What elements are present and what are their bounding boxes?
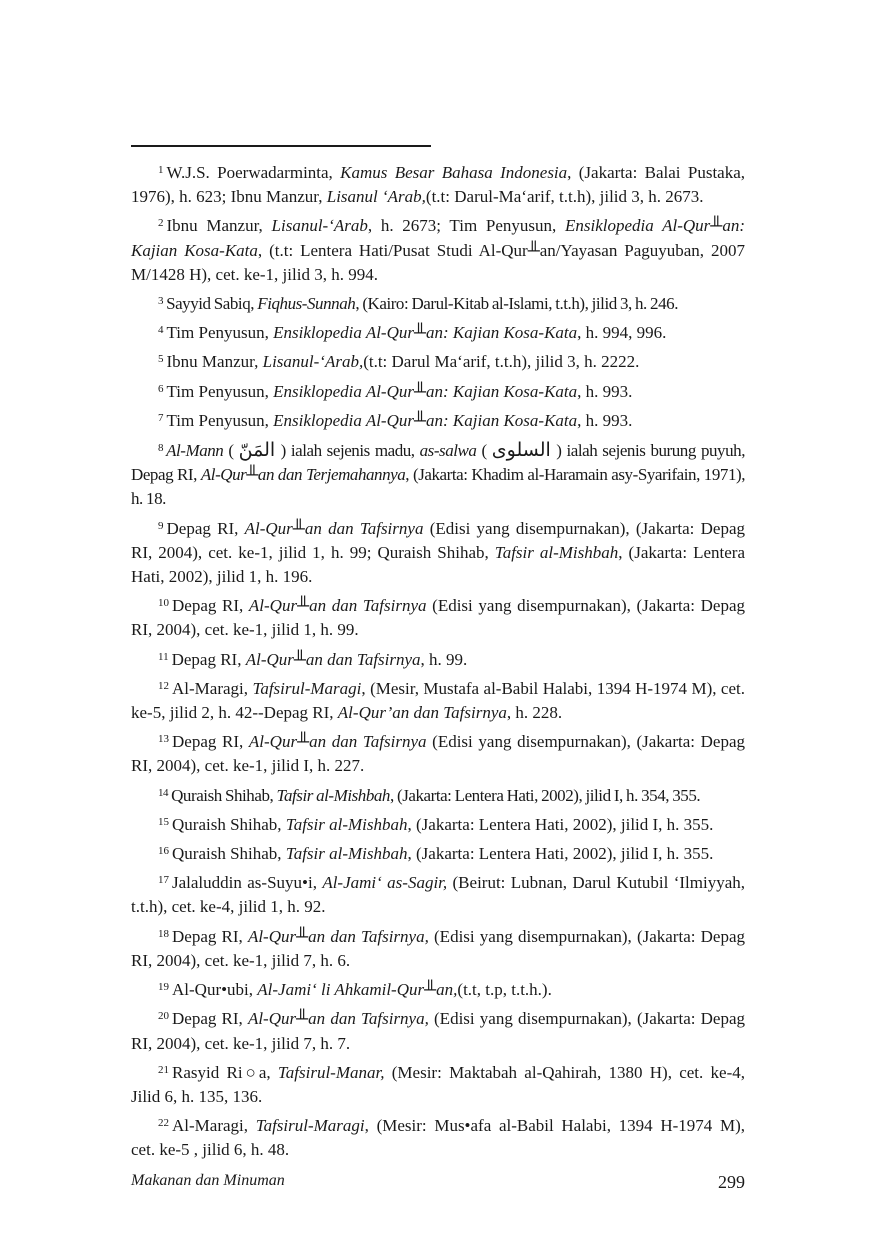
arabic-term: المَنّ bbox=[238, 439, 276, 462]
footnote-11 bbox=[131, 645, 745, 672]
footnote-number: 21 bbox=[158, 1063, 169, 1076]
citation-title: Al-Qur╨an dan Tafsirnya bbox=[248, 732, 427, 752]
citation-title: Ensiklopedia Al-Qur╨an: Kajian Kosa-Kata bbox=[131, 216, 746, 260]
citation-text: (t.t, t.p, t.t.h.). bbox=[457, 980, 552, 1000]
footnote-5 bbox=[131, 347, 745, 374]
footnote-number: 18 bbox=[158, 927, 169, 940]
citation-text: Tim Penyusun, bbox=[166, 323, 274, 343]
citation-title: Al-Qur╨an dan Tafsirnya, bbox=[247, 926, 429, 946]
citation-text: , h. 994, 996. bbox=[577, 323, 667, 343]
citation-text: Ibnu Manzur, bbox=[166, 216, 272, 236]
footnote-number: 15 bbox=[158, 815, 169, 828]
footnote-number: 7 bbox=[158, 411, 164, 424]
citation-text: Al-Maragi, bbox=[172, 678, 253, 698]
citation-text: (Beirut: Lubnan, Darul Kutubil ‘Ilmiyyah, t.t.h), cet. ke-4, jilid 1, h. 92. bbox=[131, 873, 745, 917]
citation-title: Tafsir al-Mishbah bbox=[285, 844, 408, 864]
citation-text: ) ialah sejenis burung puyuh, Depag RI, bbox=[131, 441, 745, 485]
footnote-8 bbox=[131, 436, 745, 512]
citation-text: Ibnu Manzur, bbox=[166, 352, 263, 372]
citation-text: Tim Penyusun, bbox=[166, 381, 274, 401]
citation-text: (Mesir: Maktabah al-Qahirah, 1380 H), cet. ke-4, Jilid 6, h. 135, 136. bbox=[131, 1062, 745, 1106]
citation-text: , (Jakarta: Lentera Hati, 2002), jilid I, h. 355. bbox=[407, 844, 714, 864]
footnote-13 bbox=[131, 727, 745, 778]
citation-text: , h. 993. bbox=[577, 410, 633, 430]
citation-text: (Edisi yang disempurnakan), (Jakarta: Depag RI, 2004), cet. ke-1, jilid 7, h. 6. bbox=[131, 926, 745, 970]
citation-title: Kamus Besar Bahasa Indonesia bbox=[340, 163, 568, 182]
citation-text: ) ialah sejenis madu, bbox=[275, 441, 420, 461]
citation-text: Jalaluddin as-Suyu•i, bbox=[172, 873, 323, 893]
footnote-18 bbox=[131, 922, 745, 973]
citation-title: Lisanul-‘Arab bbox=[271, 216, 368, 236]
citation-text: (Edisi yang disempurnakan), (Jakarta: Depag RI, 2004), cet. ke-1, jilid 1, h. 99; Quraish Shihab, bbox=[131, 518, 746, 562]
citation-text: ( bbox=[223, 441, 239, 461]
citation-title: Tafsirul-Manar, bbox=[277, 1062, 385, 1082]
citation-text: , (Jakarta: Lentera Hati, 2002), jilid 1, h. 196. bbox=[131, 542, 745, 587]
citation-text: , h. 993. bbox=[577, 381, 633, 401]
footnote-number: 17 bbox=[158, 874, 169, 887]
citation-text: Al-Maragi, bbox=[172, 1116, 256, 1136]
footnote-19 bbox=[131, 975, 745, 1002]
citation-title: Fiqhus-Sunnah bbox=[257, 294, 356, 314]
citation-title: Al-Qur╨an dan Tafsirnya bbox=[245, 649, 421, 669]
footnote-15 bbox=[131, 810, 745, 837]
citation-text: (t.t: Darul-Ma‘arif, t.t.h), jilid 3, h. 2673. bbox=[425, 187, 704, 207]
citation-text: Depag RI, bbox=[172, 596, 249, 616]
page-number: 299 bbox=[718, 1172, 745, 1192]
citation-title: Tafsir al-Mishbah bbox=[276, 785, 390, 805]
citation-text: , h. 2673; Tim Penyusun, bbox=[367, 216, 565, 236]
footnote-16 bbox=[131, 839, 745, 866]
footnote-number: 6 bbox=[158, 382, 164, 395]
citation-text: Sayyid Sabiq, bbox=[166, 294, 258, 314]
citation-title: Al-Qur╨an dan Terjemahannya bbox=[200, 465, 406, 485]
citation-title: Al-Qur╨an dan Tafsirnya bbox=[248, 596, 427, 616]
footnote-number: 5 bbox=[158, 353, 164, 366]
citation-title: as-salwa bbox=[419, 441, 477, 461]
citation-text: Depag RI, bbox=[172, 732, 249, 752]
footnote-21 bbox=[131, 1058, 745, 1109]
footnote-number: 19 bbox=[158, 981, 169, 994]
running-footer-title: Makanan dan Minuman bbox=[131, 1172, 285, 1189]
citation-text: , (Jakarta: Lentera Hati, 2002), jilid I, h. 355. bbox=[407, 814, 714, 834]
footnote-1 bbox=[131, 158, 745, 209]
footnote-number: 10 bbox=[158, 597, 169, 610]
footnote-6 bbox=[131, 377, 745, 404]
footnote-2 bbox=[131, 211, 745, 287]
citation-text: (t.t: Darul Ma‘arif, t.t.h), jilid 3, h. 2222. bbox=[363, 352, 640, 372]
footnote-number: 1 bbox=[158, 164, 164, 176]
citation-title: Al-Jami‘ li Ahkamil-Qur╨an, bbox=[257, 980, 458, 1000]
arabic-term: السلوى bbox=[491, 439, 551, 462]
citation-text: , (t.t: Lentera Hati/Pusat Studi Al-Qur╨an/Yayasan Paguyuban, 2007 M/1428 H), cet. ke-1, jilid 3, h. 994. bbox=[131, 240, 745, 284]
footnote-12 bbox=[131, 674, 745, 725]
citation-text: Depag RI, bbox=[172, 926, 248, 946]
citation-text: , (Jakarta: Lentera Hati, 2002), jilid I, h. 354, 355. bbox=[389, 785, 701, 805]
citation-text: Depag RI, bbox=[171, 649, 246, 669]
footnote-number: 20 bbox=[158, 1010, 169, 1023]
footnote-number: 3 bbox=[158, 295, 164, 308]
citation-text: Rasyid Ri○a, bbox=[172, 1062, 278, 1082]
citation-text: (Edisi yang disempurnakan), (Jakarta: Depag RI, 2004), cet. ke-1, jilid 1, h. 99. bbox=[131, 596, 746, 640]
citation-title: Ensiklopedia Al-Qur╨an: Kajian Kosa-Kata bbox=[273, 381, 578, 401]
footnote-number: 12 bbox=[158, 679, 169, 692]
footnote-number: 11 bbox=[158, 650, 169, 663]
citation-text: Quraish Shihab, bbox=[172, 844, 286, 864]
footnote-number: 4 bbox=[158, 324, 164, 337]
footnote-4 bbox=[131, 318, 745, 345]
citation-title: Tafsirul-Maragi bbox=[252, 678, 362, 698]
footnote-number: 16 bbox=[158, 845, 169, 858]
citation-text: Quraish Shihab, bbox=[172, 814, 286, 834]
citation-title: Tafsir al-Mishbah bbox=[285, 814, 408, 834]
citation-title: Tafsir al-Mishbah bbox=[494, 542, 619, 562]
citation-text: Tim Penyusun, bbox=[166, 410, 274, 430]
citation-title: Ensiklopedia Al-Qur╨an: Kajian Kosa-Kata bbox=[273, 323, 578, 343]
citation-title: Al-Mann bbox=[166, 441, 224, 461]
footnote-number: 22 bbox=[158, 1117, 169, 1130]
citation-text: , (Jakarta: Balai Pustaka, 1976), h. 623; Ibnu Manzur, bbox=[131, 163, 746, 207]
citation-text: , (Mesir: Mus•afa al-Babil Halabi, 1394 H-1974 M), cet. ke-5 , jilid 6, h. 48. bbox=[131, 1116, 745, 1160]
footnote-number: 14 bbox=[158, 786, 169, 799]
citation-text: , h. 228. bbox=[506, 703, 563, 723]
citation-title: Lisanul ‘Arab, bbox=[326, 187, 426, 207]
footnote-number: 9 bbox=[158, 519, 164, 532]
citation-text: Quraish Shihab, bbox=[171, 785, 277, 805]
citation-title: Al-Qur╨an dan Tafsirnya bbox=[244, 518, 424, 538]
footnote-20 bbox=[131, 1004, 745, 1055]
footnote-list bbox=[131, 158, 745, 1165]
citation-text: ( bbox=[476, 441, 492, 461]
citation-text: , h. 99. bbox=[420, 649, 468, 669]
citation-text: Depag RI, bbox=[172, 1009, 248, 1029]
footnote-22 bbox=[131, 1111, 745, 1162]
citation-text: , (Mesir, Mustafa al-Babil Halabi, 1394 H-1974 M), cet. ke-5, jilid 2, h. 42--Depag RI, bbox=[131, 678, 745, 723]
citation-title: Al-Qur’an dan Tafsirnya bbox=[337, 703, 507, 723]
footnote-3 bbox=[131, 289, 745, 316]
footnote-14 bbox=[131, 781, 745, 808]
footnote-17 bbox=[131, 868, 745, 919]
citation-text: , (Jakarta: Khadim al-Haramain asy-Syarifain, 1971), h. 18. bbox=[131, 465, 746, 509]
citation-title: Lisanul-‘Arab, bbox=[262, 352, 364, 372]
footnote-9 bbox=[131, 514, 745, 590]
citation-text: (Edisi yang disempurnakan), (Jakarta: Depag RI, 2004), cet. ke-1, jilid 7, h. 7. bbox=[131, 1009, 745, 1053]
citation-text: Al-Qur•ubi, bbox=[172, 980, 258, 1000]
footnote-number: 8 bbox=[158, 442, 164, 455]
citation-title: Al-Jami‘ as-Sagir, bbox=[322, 873, 448, 893]
citation-title: Al-Qur╨an dan Tafsirnya, bbox=[247, 1009, 429, 1029]
citation-title: Tafsirul-Maragi bbox=[255, 1116, 365, 1136]
citation-text: (Edisi yang disempurnakan), (Jakarta: Depag RI, 2004), cet. ke-1, jilid I, h. 227. bbox=[131, 732, 746, 776]
citation-text: Depag RI, bbox=[166, 518, 245, 538]
footnote-10 bbox=[131, 591, 745, 642]
footnote-separator bbox=[131, 145, 431, 147]
citation-text: , (Kairo: Darul-Kitab al-Islami, t.t.h), jilid 3, h. 246. bbox=[355, 294, 679, 314]
footnote-number: 13 bbox=[158, 733, 169, 746]
citation-text: W.J.S. Poerwadarminta, bbox=[166, 163, 341, 182]
footnote-number: 2 bbox=[158, 217, 164, 230]
citation-title: Ensiklopedia Al-Qur╨an: Kajian Kosa-Kata bbox=[273, 410, 578, 430]
footnote-7 bbox=[131, 406, 745, 433]
